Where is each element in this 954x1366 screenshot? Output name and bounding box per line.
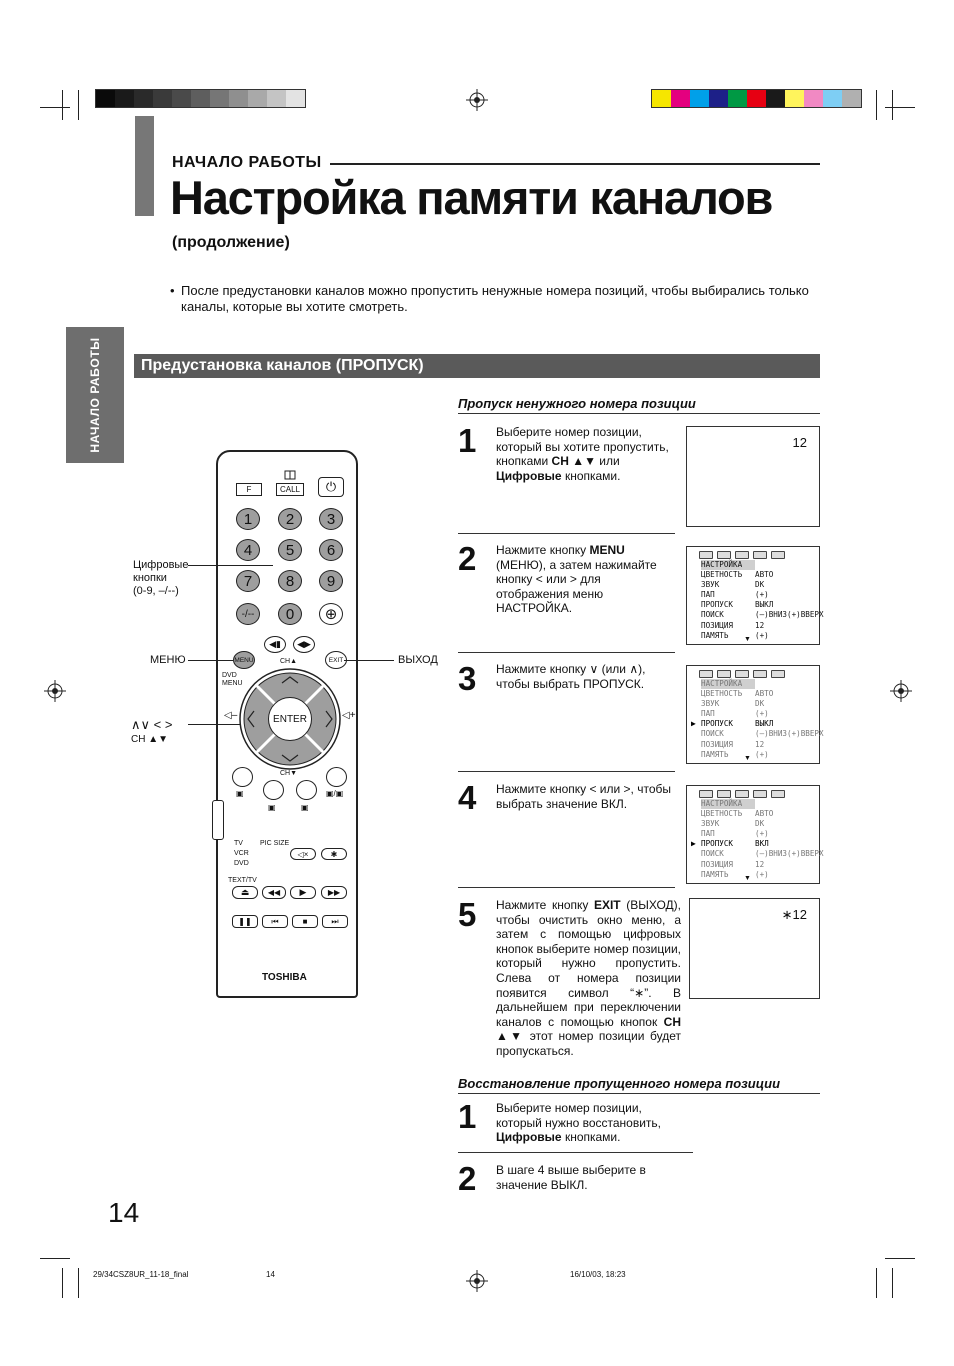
color-ramp-bar bbox=[651, 89, 862, 108]
osd-row-label: ПОЗИЦИЯ bbox=[701, 859, 734, 869]
osd-row bbox=[691, 860, 824, 870]
registration-mark-icon bbox=[466, 1270, 488, 1292]
osd-row-label: ЗВУК bbox=[701, 580, 720, 590]
osd-row-value: (+) bbox=[755, 829, 769, 839]
registration-mark-icon bbox=[466, 89, 488, 111]
osd-row-value: 12 bbox=[755, 859, 765, 869]
dvd-mode-label: DVD bbox=[234, 860, 249, 867]
osd-row-value: (+) bbox=[755, 709, 769, 719]
crop-mark bbox=[892, 90, 893, 120]
round-button-c[interactable] bbox=[296, 780, 317, 800]
next-button[interactable]: ⏭ bbox=[322, 915, 348, 928]
color-swatch bbox=[134, 90, 153, 107]
osd-row-value: (+) bbox=[755, 590, 769, 600]
footer-file: 29/34CSZ8UR_11-18_final bbox=[93, 1270, 189, 1279]
divider bbox=[458, 887, 675, 888]
dash-button[interactable]: -/-- bbox=[236, 603, 260, 625]
osd-row-value: АВТО bbox=[755, 689, 774, 699]
registration-mark-icon bbox=[890, 680, 912, 702]
header-accent-bar bbox=[135, 116, 154, 216]
color-swatch bbox=[172, 90, 191, 107]
osd-tab-icons bbox=[691, 668, 824, 679]
color-swatch bbox=[191, 90, 210, 107]
osd-row-label: ПРОПУСК bbox=[701, 719, 734, 729]
osd-row bbox=[691, 590, 824, 600]
osd-row bbox=[691, 740, 824, 750]
color-swatch bbox=[747, 90, 766, 107]
osd-tab-icon bbox=[771, 790, 785, 798]
eject-button[interactable]: ⏏ bbox=[232, 886, 258, 899]
osd-row-value: (–)ВНИЗ(+)ВВЕРХ bbox=[755, 849, 824, 859]
crop-mark bbox=[78, 90, 79, 120]
round-button-d[interactable] bbox=[326, 767, 347, 787]
osd-row-value: (+) bbox=[755, 630, 769, 640]
page-title: Настройка памяти каналов bbox=[170, 171, 773, 224]
digit-5-button[interactable]: 5 bbox=[278, 539, 302, 561]
menu-callout: МЕНЮ bbox=[150, 654, 186, 666]
bullet: • bbox=[170, 283, 175, 298]
section-rule bbox=[330, 163, 820, 165]
osd-row-label: ПРОПУСК bbox=[701, 600, 734, 610]
color-swatch bbox=[690, 90, 709, 107]
osd-row-value: ВЫКЛ bbox=[755, 719, 774, 729]
osd-row-label: ЦВЕТНОСТЬ bbox=[701, 689, 743, 699]
osd-row bbox=[691, 621, 824, 631]
osd-row-label: ЦВЕТНОСТЬ bbox=[701, 570, 743, 580]
osd-tab-icons bbox=[691, 788, 824, 799]
step-text: Выберите номер позиции, который нужно восстановить, Цифровые кнопками. bbox=[496, 1101, 661, 1145]
osd-row bbox=[691, 689, 824, 699]
divider bbox=[458, 1152, 693, 1153]
f-button[interactable]: F bbox=[236, 483, 262, 496]
osd-row-label: ПОЗИЦИЯ bbox=[701, 620, 734, 630]
osd-row-value: 12 bbox=[755, 620, 765, 630]
divider bbox=[458, 1093, 820, 1094]
osd-row bbox=[691, 849, 824, 859]
callout-line bbox=[344, 660, 394, 661]
osd-row-label: ПАП bbox=[701, 709, 715, 719]
volume-down-icon: ◁– bbox=[224, 710, 238, 721]
osd-row bbox=[691, 729, 824, 739]
color-swatch bbox=[229, 90, 248, 107]
brand-logo: TOSHIBA bbox=[262, 972, 307, 983]
osd-row-label: ПАП bbox=[701, 590, 715, 600]
round-button-b[interactable] bbox=[263, 780, 284, 800]
color-swatch bbox=[671, 90, 690, 107]
digit-4-button[interactable]: 4 bbox=[236, 539, 260, 561]
osd-title bbox=[691, 560, 824, 570]
step-text: В шаге 4 выше выберите в значение ВЫКЛ. bbox=[496, 1163, 646, 1192]
volume-up-icon: ◁+ bbox=[342, 710, 356, 721]
osd-row bbox=[691, 570, 824, 580]
divider bbox=[458, 413, 820, 414]
round-button-a[interactable] bbox=[232, 767, 253, 787]
osd-row-value: (–)ВНИЗ(+)ВВЕРХ bbox=[755, 610, 824, 620]
text-tv-label: TEXT/TV bbox=[228, 877, 257, 884]
rewind-button[interactable]: ◀◀ bbox=[262, 886, 286, 899]
osd-title bbox=[691, 799, 824, 809]
color-swatch bbox=[652, 90, 671, 107]
crop-mark bbox=[40, 107, 70, 108]
crop-mark bbox=[40, 1258, 70, 1259]
osd-tab-icon bbox=[699, 551, 713, 559]
divider bbox=[458, 533, 675, 534]
callout-line bbox=[188, 565, 273, 566]
side-tab-label: НАЧАЛО РАБОТЫ bbox=[88, 337, 102, 453]
skipped-channel-number: ∗12 bbox=[781, 907, 807, 922]
color-swatch bbox=[115, 90, 134, 107]
color-swatch bbox=[842, 90, 861, 107]
step-number: 3 bbox=[458, 660, 477, 697]
digits-callout: Цифровые кнопки (0-9, –/--) bbox=[133, 559, 189, 597]
osd-tab-icon bbox=[717, 790, 731, 798]
osd-row-label: ПРОПУСК bbox=[701, 839, 734, 849]
osd-row bbox=[691, 699, 824, 709]
osd-row-value: (+) bbox=[755, 749, 769, 759]
tv-screen-channel bbox=[686, 426, 820, 527]
teletext-icon: ▣/▣ bbox=[326, 789, 344, 798]
input-button[interactable]: ⊕ bbox=[319, 603, 343, 625]
osd-menu bbox=[691, 788, 824, 880]
crop-mark bbox=[885, 1258, 915, 1259]
digit-9-button[interactable]: 9 bbox=[319, 570, 343, 592]
step-number: 5 bbox=[458, 896, 477, 933]
osd-row-value: DK bbox=[755, 819, 765, 829]
osd-tab-icon bbox=[753, 790, 767, 798]
osd-tab-icon bbox=[753, 670, 767, 678]
color-swatch bbox=[267, 90, 286, 107]
crop-mark bbox=[892, 1268, 893, 1298]
osd-row-label: ПАП bbox=[701, 829, 715, 839]
call-button[interactable]: CALL bbox=[276, 483, 304, 496]
tv-screen-skipped bbox=[689, 898, 820, 999]
osd-menu bbox=[691, 668, 824, 760]
arrows-callout: ∧∨ < > bbox=[131, 717, 173, 732]
ch-down-label: CH▼ bbox=[280, 770, 298, 777]
picture-button[interactable]: ◀▮ bbox=[264, 636, 286, 653]
osd-row-label: ПАМЯТЬ bbox=[701, 869, 729, 879]
section-banner: Предустановка каналов (ПРОПУСК) bbox=[134, 354, 820, 378]
osd-row-label: ЦВЕТНОСТЬ bbox=[701, 809, 743, 819]
pointer-icon: ▶ bbox=[691, 719, 696, 729]
step-text: Нажмите кнопку ∨ (или ∧), чтобы выбрать ПРОПУСК. bbox=[496, 662, 646, 691]
divider bbox=[458, 652, 675, 653]
crop-mark bbox=[62, 90, 63, 120]
osd-row-label: ПОЗИЦИЯ bbox=[701, 739, 734, 749]
tv-mode-label: TV bbox=[234, 840, 243, 847]
osd-tab-icon bbox=[699, 790, 713, 798]
osd-row bbox=[691, 819, 824, 829]
osd-tab-icons bbox=[691, 549, 824, 560]
osd-row bbox=[691, 809, 824, 819]
color-swatch bbox=[728, 90, 747, 107]
fast-forward-button[interactable]: ▶▶ bbox=[321, 886, 347, 899]
divider bbox=[458, 771, 675, 772]
mode-switch[interactable] bbox=[212, 800, 224, 840]
callout-line bbox=[188, 724, 240, 725]
osd-menu bbox=[691, 549, 824, 641]
sound-mode-button[interactable]: ✱ bbox=[321, 848, 347, 860]
teletext-icon bbox=[284, 470, 296, 480]
step-text: Нажмите кнопку < или >, чтобы выбрать значение ВКЛ. bbox=[496, 782, 672, 811]
footer-page: 14 bbox=[266, 1270, 275, 1279]
step-number: 1 bbox=[458, 1098, 477, 1135]
restore-heading: Восстановление пропущенного номера позиции bbox=[458, 1076, 781, 1091]
step-number: 1 bbox=[458, 422, 477, 459]
osd-tab-icon bbox=[699, 670, 713, 678]
color-swatch bbox=[766, 90, 785, 107]
osd-row-label: ЗВУК bbox=[701, 819, 720, 829]
step-number: 2 bbox=[458, 1160, 477, 1197]
osd-row-value: АВТО bbox=[755, 570, 774, 580]
skip-heading: Пропуск ненужного номера позиции bbox=[458, 396, 696, 411]
grey-ramp-bar bbox=[95, 89, 306, 108]
menu-button[interactable]: MENU bbox=[233, 651, 255, 669]
pointer-icon: ▶ bbox=[691, 839, 696, 849]
osd-tab-icon bbox=[771, 670, 785, 678]
osd-row-value: DK bbox=[755, 580, 765, 590]
section-label: НАЧАЛО РАБОТЫ bbox=[172, 154, 322, 171]
osd-row bbox=[691, 600, 824, 610]
osd-row bbox=[691, 750, 824, 760]
teletext-icon: ▣ bbox=[301, 803, 309, 812]
scroll-down-icon: ▼ bbox=[744, 875, 751, 882]
osd-row bbox=[691, 870, 824, 880]
intro-text: После предустановки каналов можно пропустить ненужные номера позиций, чтобы выбирались только каналы, которые вы хотите смотреть. bbox=[181, 283, 809, 314]
osd-row-value: (–)ВНИЗ(+)ВВЕРХ bbox=[755, 729, 824, 739]
mute-button[interactable]: ◁× bbox=[290, 848, 316, 860]
step-text: Нажмите кнопку MENU (МЕНЮ), а затем нажимайте кнопку < или > для отображения меню НАСТРОЙКА. bbox=[496, 543, 657, 616]
digit-2-button[interactable]: 2 bbox=[278, 508, 302, 530]
play-button[interactable]: ▶ bbox=[290, 886, 316, 899]
osd-row-value: АВТО bbox=[755, 809, 774, 819]
color-swatch bbox=[210, 90, 229, 107]
osd-row-label: ПАМЯТЬ bbox=[701, 749, 729, 759]
osd-tab-icon bbox=[735, 551, 749, 559]
sound-button[interactable]: ◀▶ bbox=[293, 636, 315, 653]
osd-tab-icon bbox=[735, 790, 749, 798]
digit-6-button[interactable]: 6 bbox=[319, 539, 343, 561]
osd-row-label: ЗВУК bbox=[701, 699, 720, 709]
exit-callout: ВЫХОД bbox=[398, 654, 438, 666]
ch-up-label: CH▲ bbox=[280, 658, 298, 665]
osd-row bbox=[691, 839, 824, 849]
digit-0-button[interactable]: 0 bbox=[278, 603, 302, 625]
enter-button[interactable]: ENTER bbox=[268, 697, 312, 741]
osd-row bbox=[691, 610, 824, 620]
osd-row-label: ПАМЯТЬ bbox=[701, 630, 729, 640]
teletext-icon: ▣ bbox=[236, 789, 244, 798]
color-swatch bbox=[709, 90, 728, 107]
osd-title-text: НАСТРОЙКА bbox=[701, 560, 755, 570]
crop-mark bbox=[876, 90, 877, 120]
tv-screen-menu bbox=[686, 546, 824, 645]
osd-title bbox=[691, 679, 824, 689]
osd-tab-icon bbox=[735, 670, 749, 678]
crop-mark bbox=[62, 1268, 63, 1298]
power-button[interactable]: ⏻ bbox=[318, 477, 344, 497]
callout-line bbox=[188, 660, 233, 661]
osd-row bbox=[691, 709, 824, 719]
osd-tab-icon bbox=[717, 670, 731, 678]
step-number: 4 bbox=[458, 779, 477, 816]
stop-button[interactable]: ■ bbox=[292, 915, 318, 928]
color-swatch bbox=[248, 90, 267, 107]
channel-number: 12 bbox=[792, 435, 807, 450]
osd-row bbox=[691, 719, 824, 729]
color-swatch bbox=[96, 90, 115, 107]
osd-row-value: DK bbox=[755, 699, 765, 709]
ch-callout: CH ▲▼ bbox=[131, 734, 169, 745]
teletext-icon: ▣ bbox=[268, 803, 276, 812]
osd-row bbox=[691, 580, 824, 590]
osd-row-value: ВКЛ bbox=[755, 839, 769, 849]
footer-date: 16/10/03, 18:23 bbox=[570, 1270, 626, 1279]
crop-mark bbox=[876, 1268, 877, 1298]
osd-tab-icon bbox=[717, 551, 731, 559]
tv-screen-menu bbox=[686, 665, 824, 764]
digit-7-button[interactable]: 7 bbox=[236, 570, 260, 592]
crop-mark bbox=[885, 107, 915, 108]
pause-button[interactable]: ❚❚ bbox=[232, 915, 258, 928]
osd-tab-icon bbox=[771, 551, 785, 559]
exit-button[interactable]: EXIT bbox=[325, 651, 347, 669]
osd-tab-icon bbox=[753, 551, 767, 559]
step-text: Нажмите кнопку EXIT (ВЫХОД), чтобы очистить окно меню, а затем с помощью цифровых кнопок выберите номер позиции, который нужно пропустить. Слева от номера позиции появится символ “∗”. В дальнейшем при переключении каналов с помощью кнопок CH ▲▼ этот номер позиции будет пропускаться. bbox=[496, 898, 681, 1058]
scroll-down-icon: ▼ bbox=[744, 636, 751, 643]
osd-row-value: 12 bbox=[755, 739, 765, 749]
osd-row bbox=[691, 631, 824, 641]
digit-3-button[interactable]: 3 bbox=[319, 508, 343, 530]
pic-size-label: PIC SIZE bbox=[260, 840, 290, 847]
osd-row-label: ПОИСК bbox=[701, 849, 724, 859]
digit-8-button[interactable]: 8 bbox=[278, 570, 302, 592]
osd-row-label: ПОИСК bbox=[701, 729, 724, 739]
tv-screen-menu bbox=[686, 785, 824, 884]
digit-1-button[interactable]: 1 bbox=[236, 508, 260, 530]
previous-button[interactable]: ⏮ bbox=[262, 915, 288, 928]
color-swatch bbox=[286, 90, 305, 107]
osd-row-value: (+) bbox=[755, 869, 769, 879]
scroll-down-icon: ▼ bbox=[744, 755, 751, 762]
osd-row-value: ВЫКЛ bbox=[755, 600, 774, 610]
osd-row bbox=[691, 829, 824, 839]
osd-title-text: НАСТРОЙКА bbox=[701, 679, 755, 689]
color-swatch bbox=[153, 90, 172, 107]
crop-mark bbox=[78, 1268, 79, 1298]
vcr-mode-label: VCR bbox=[234, 850, 249, 857]
step-text: Выберите номер позиции, который вы хотите пропустить, кнопками CH ▲▼ или Цифровые кнопками. bbox=[496, 425, 669, 483]
color-swatch bbox=[823, 90, 842, 107]
step-number: 2 bbox=[458, 540, 477, 577]
osd-row-label: ПОИСК bbox=[701, 610, 724, 620]
color-swatch bbox=[785, 90, 804, 107]
page-subtitle: (продолжение) bbox=[172, 234, 290, 251]
dvd-menu-label: DVD MENU bbox=[222, 672, 243, 687]
registration-mark-icon bbox=[44, 680, 66, 702]
side-chapter-tab bbox=[66, 327, 124, 463]
intro-paragraph bbox=[170, 283, 820, 315]
osd-title-text: НАСТРОЙКА bbox=[701, 799, 755, 809]
color-swatch bbox=[804, 90, 823, 107]
page-number: 14 bbox=[108, 1197, 140, 1228]
